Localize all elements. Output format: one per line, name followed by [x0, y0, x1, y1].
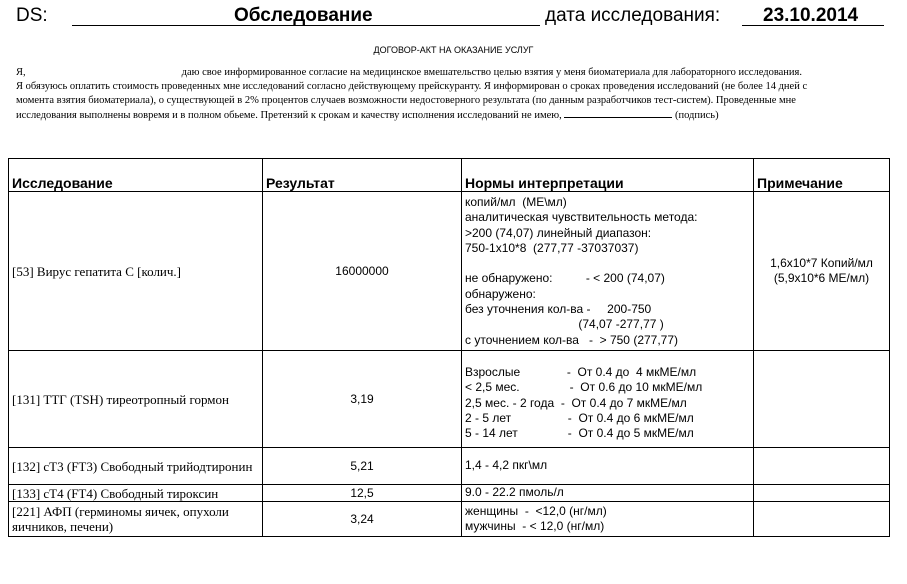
col-header-norms: Нормы интерпретации	[462, 159, 754, 192]
test-result: 5,21	[263, 448, 462, 485]
test-name: [133] cT4 (FT4) Свободный тироксин	[9, 485, 263, 502]
col-header-note: Примечание	[754, 159, 890, 192]
test-norms: 1,4 - 4,2 пкг\мл	[462, 448, 754, 485]
date-label: дата исследования:	[545, 5, 721, 26]
test-norms: копий/мл (МЕ\мл) аналитическая чувствительность метода: >200 (74,07) линейный диапазон: 750-1х10*8 (277,77 -37037037) не обнаружено: - < 200 (74,07) обнаружено: без уточнения кол-ва - 200-750 (74,07 -277,77 ) с уточнением кол-ва - > 750 (277,77)	[462, 192, 754, 351]
test-result: 12,5	[263, 485, 462, 502]
col-header-test: Исследование	[9, 159, 263, 192]
test-norms: 9.0 - 22.2 пмоль/л	[462, 485, 754, 502]
test-norms: Взрослые - От 0.4 до 4 мкМЕ/мл < 2,5 мес. - От 0.6 до 10 мкМЕ/мл 2,5 мес. - 2 года - От 0.4 до 7 мкМЕ/мл 2 - 5 лет - От 0.4 до 6 мкМЕ/мл 5 - 14 лет - От 0.4 до 5 мкМЕ/мл	[462, 351, 754, 448]
test-note	[754, 485, 890, 502]
test-result: 16000000	[263, 192, 462, 351]
test-result: 3,24	[263, 502, 462, 537]
contract-title: ДОГОВОР-АКТ НА ОКАЗАНИЕ УСЛУГ	[373, 45, 534, 55]
signature-line	[564, 108, 672, 118]
signature-label: (подпись)	[674, 110, 719, 121]
date-value: 23.10.2014	[763, 5, 859, 26]
ds-label: DS:	[16, 5, 48, 26]
consent-line-4	[16, 108, 886, 123]
table-row	[9, 448, 890, 485]
table-row	[9, 502, 890, 537]
consent-line-1-start: Я,	[16, 67, 26, 78]
test-norms: женщины - <12,0 (нг/мл) мужчины - < 12,0 (нг/мл)	[462, 502, 754, 537]
results-table	[8, 158, 890, 537]
test-note	[754, 351, 890, 448]
table-row	[9, 351, 890, 448]
test-name: [53] Вирус гепатита С [колич.]	[9, 192, 263, 351]
table-row	[9, 485, 890, 502]
consent-line-1-rest: даю свое информированное согласие на медицинское вмешательство целью взятия у меня биоматериала для лабораторного исследования.	[181, 67, 802, 78]
test-note	[754, 502, 890, 537]
test-note	[754, 448, 890, 485]
test-note: 1,6х10*7 Копий/мл (5,9х10*6 МЕ/мл)	[754, 192, 890, 351]
consent-line-4-text: исследования выполнены вовремя и в полном обьеме. Претензий к срокам и качеству исполнения исследований не имею,	[16, 110, 562, 121]
consent-line-2: Я обязуюсь оплатить стоимость проведенных мне исследований согласно действующему прейскуранту. Я информирован о сроках проведения исследований (не более 14 дней с	[16, 81, 808, 92]
diagnosis-value: Обследование	[234, 5, 373, 26]
test-name: [132] cT3 (FT3) Свободный трийодтиронин	[9, 448, 263, 485]
test-result: 3,19	[263, 351, 462, 448]
consent-line-1	[16, 66, 886, 80]
consent-line-3: момента взятия биоматериала), о существующей в 2% процентов случаев возможности недостоверного результата (по данным разработчиков тест-систем). Проведенные мне	[16, 95, 796, 106]
test-name: [221] АФП (герминомы яичек, опухоли яичников, печени)	[9, 502, 263, 537]
col-header-result: Результат	[263, 159, 462, 192]
table-header-row	[9, 159, 890, 192]
consent-paragraph	[16, 66, 886, 123]
test-name: [131] ТТГ (TSH) тиреотропный гормон	[9, 351, 263, 448]
table-row	[9, 192, 890, 351]
